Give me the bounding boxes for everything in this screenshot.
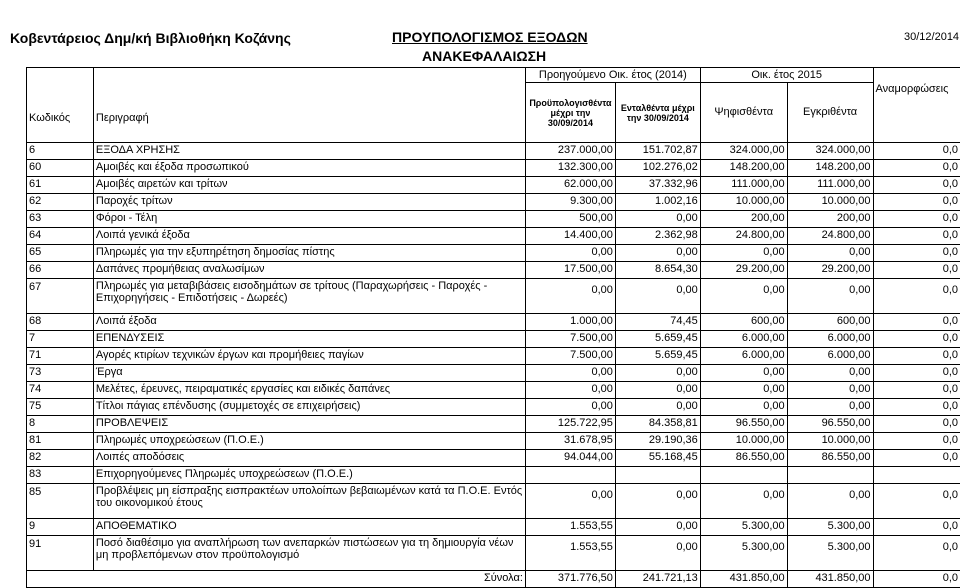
budgeted-value: 7.500,00: [525, 348, 615, 365]
table-row: [27, 143, 960, 160]
budgeted-value: 1.553,55: [525, 519, 615, 536]
col-header-approved: Εγκριθέντα: [787, 83, 873, 143]
report-subtitle: ΑΝΑΚΕΦΑΛΑΙΩΣΗ: [422, 48, 546, 64]
voted-value: 5.300,00: [700, 536, 787, 571]
row-code: 61: [27, 177, 94, 194]
approved-value: 5.300,00: [787, 519, 873, 536]
voted-value: [700, 467, 787, 484]
revised-value: [873, 467, 960, 484]
row-code: 68: [27, 314, 94, 331]
collected-value: [615, 467, 700, 484]
approved-value: 6.000,00: [787, 348, 873, 365]
voted-value: 6.000,00: [700, 348, 787, 365]
row-code: 60: [27, 160, 94, 177]
revised-value: 0,0: [873, 228, 960, 245]
collected-value: 0,00: [615, 245, 700, 262]
approved-value: 6.000,00: [787, 331, 873, 348]
total-voted-value: 431.850,00: [700, 571, 787, 588]
row-description: Αμοιβές και έξοδα προσωπικού: [93, 160, 525, 177]
row-description: ΕΞΟΔΑ ΧΡΗΣΗΣ: [93, 143, 525, 160]
table-row: [27, 519, 960, 536]
budgeted-value: 0,00: [525, 245, 615, 262]
total-revised-value: 0,0: [873, 571, 960, 588]
report-date: 30/12/2014: [904, 31, 959, 43]
revised-value: 0,0: [873, 245, 960, 262]
row-description: Λοιπές αποδόσεις: [93, 450, 525, 467]
row-description: Αμοιβές αιρετών και τρίτων: [93, 177, 525, 194]
row-code: 85: [27, 484, 94, 519]
collected-value: 8.654,30: [615, 262, 700, 279]
collected-value: 5.659,45: [615, 348, 700, 365]
table-row: [27, 365, 960, 382]
table-row: [27, 450, 960, 467]
revised-value: 0,0: [873, 519, 960, 536]
voted-value: 111.000,00: [700, 177, 787, 194]
approved-value: 0,00: [787, 484, 873, 519]
collected-value: 55.168,45: [615, 450, 700, 467]
row-code: 65: [27, 245, 94, 262]
row-description: Δαπάνες προμήθειας αναλωσίμων: [93, 262, 525, 279]
voted-value: 96.550,00: [700, 416, 787, 433]
col-header-collected: Ενταλθέντα μέχρι την 30/09/2014: [615, 83, 700, 143]
budgeted-value: 237.000,00: [525, 143, 615, 160]
col-header-description: Περιγραφή: [93, 68, 525, 143]
revised-value: 0,0: [873, 331, 960, 348]
table-row: [27, 433, 960, 450]
budget-table: [26, 67, 960, 588]
approved-value: 5.300,00: [787, 536, 873, 571]
table-row: [27, 536, 960, 571]
row-description: Παροχές τρίτων: [93, 194, 525, 211]
budgeted-value: 9.300,00: [525, 194, 615, 211]
revised-value: 0,0: [873, 314, 960, 331]
revised-value: 0,0: [873, 143, 960, 160]
collected-value: 84.358,81: [615, 416, 700, 433]
table-row: [27, 348, 960, 365]
revised-value: 0,0: [873, 536, 960, 571]
approved-value: 86.550,00: [787, 450, 873, 467]
approved-value: [787, 467, 873, 484]
row-code: 91: [27, 536, 94, 571]
organization-name: Κοβεντάρειος Δημ/κή Βιβλιοθήκη Κοζάνης: [10, 30, 291, 46]
table-row: [27, 228, 960, 245]
table-row: [27, 177, 960, 194]
budgeted-value: 125.722,95: [525, 416, 615, 433]
approved-value: 0,00: [787, 382, 873, 399]
row-code: 83: [27, 467, 94, 484]
collected-value: 0,00: [615, 279, 700, 314]
voted-value: 0,00: [700, 365, 787, 382]
budgeted-value: 94.044,00: [525, 450, 615, 467]
collected-value: 0,00: [615, 399, 700, 416]
row-description: Προβλέψεις μη είσπραξης εισπρακτέων υπολοίπων βεβαιωμένων κατά τα Π.Ο.Ε. Εντός του οικονομικού έτους: [93, 484, 525, 519]
budgeted-value: 0,00: [525, 382, 615, 399]
collected-value: 1.002,16: [615, 194, 700, 211]
voted-value: 148.200,00: [700, 160, 787, 177]
approved-value: 148.200,00: [787, 160, 873, 177]
approved-value: 96.550,00: [787, 416, 873, 433]
revised-value: 0,0: [873, 382, 960, 399]
budgeted-value: 0,00: [525, 484, 615, 519]
row-description: Αγορές κτιρίων τεχνικών έργων και προμήθειες παγίων: [93, 348, 525, 365]
row-code: 63: [27, 211, 94, 228]
col-header-budgeted: Προϋπολογισθέντα μέχρι την 30/09/2014: [525, 83, 615, 143]
approved-value: 24.800,00: [787, 228, 873, 245]
row-code: 64: [27, 228, 94, 245]
budgeted-value: [525, 467, 615, 484]
voted-value: 6.000,00: [700, 331, 787, 348]
row-code: 82: [27, 450, 94, 467]
row-code: 71: [27, 348, 94, 365]
voted-value: 0,00: [700, 245, 787, 262]
voted-value: 324.000,00: [700, 143, 787, 160]
row-code: 66: [27, 262, 94, 279]
table-row: [27, 399, 960, 416]
row-code: 6: [27, 143, 94, 160]
row-description: Μελέτες, έρευνες, πειραματικές εργασίες και ειδικές δαπάνες: [93, 382, 525, 399]
row-code: 67: [27, 279, 94, 314]
approved-value: 10.000,00: [787, 194, 873, 211]
table-row: [27, 484, 960, 519]
budgeted-value: 7.500,00: [525, 331, 615, 348]
voted-value: 24.800,00: [700, 228, 787, 245]
total-approved-value: 431.850,00: [787, 571, 873, 588]
row-code: 73: [27, 365, 94, 382]
voted-value: 0,00: [700, 382, 787, 399]
revised-value: 0,0: [873, 365, 960, 382]
row-description: Φόροι - Τέλη: [93, 211, 525, 228]
table-row: [27, 262, 960, 279]
approved-value: 324.000,00: [787, 143, 873, 160]
table-row: [27, 314, 960, 331]
revised-value: 0,0: [873, 450, 960, 467]
collected-value: 29.190,36: [615, 433, 700, 450]
row-code: 7: [27, 331, 94, 348]
budgeted-value: 0,00: [525, 399, 615, 416]
total-collected-value: 241.721,13: [615, 571, 700, 588]
revised-value: 0,0: [873, 211, 960, 228]
revised-value: 0,0: [873, 279, 960, 314]
voted-value: 86.550,00: [700, 450, 787, 467]
approved-value: 10.000,00: [787, 433, 873, 450]
table-row: [27, 331, 960, 348]
row-description: Πληρωμές για την εξυπηρέτηση δημοσίας πίστης: [93, 245, 525, 262]
approved-value: 111.000,00: [787, 177, 873, 194]
collected-value: 0,00: [615, 211, 700, 228]
revised-value: 0,0: [873, 399, 960, 416]
voted-value: 0,00: [700, 399, 787, 416]
row-code: 8: [27, 416, 94, 433]
row-description: Επιχορηγούμενες Πληρωμές υποχρεώσεων (Π.Ο.Ε.): [93, 467, 525, 484]
table-row: [27, 160, 960, 177]
budgeted-value: 31.678,95: [525, 433, 615, 450]
voted-value: 10.000,00: [700, 194, 787, 211]
budgeted-value: 1.553,55: [525, 536, 615, 571]
budgeted-value: 132.300,00: [525, 160, 615, 177]
collected-value: 74,45: [615, 314, 700, 331]
report-title: ΠΡΟΥΠΟΛΟΓΙΣΜΟΣ ΕΞΟΔΩΝ: [392, 29, 588, 45]
collected-value: 102.276,02: [615, 160, 700, 177]
col-header-previous-year: Προηγούμενο Οικ. έτος (2014): [525, 68, 700, 83]
table-row: [27, 416, 960, 433]
row-code: 75: [27, 399, 94, 416]
revised-value: 0,0: [873, 484, 960, 519]
approved-value: 200,00: [787, 211, 873, 228]
collected-value: 37.332,96: [615, 177, 700, 194]
table-row: [27, 279, 960, 314]
revised-value: 0,0: [873, 416, 960, 433]
revised-value: 0,0: [873, 433, 960, 450]
row-description: Έργα: [93, 365, 525, 382]
revised-value: 0,0: [873, 177, 960, 194]
revised-value: 0,0: [873, 262, 960, 279]
revised-value: 0,0: [873, 194, 960, 211]
approved-value: 29.200,00: [787, 262, 873, 279]
collected-value: 0,00: [615, 519, 700, 536]
voted-value: 10.000,00: [700, 433, 787, 450]
budgeted-value: 500,00: [525, 211, 615, 228]
col-header-year-2015: Οικ. έτος 2015: [700, 68, 873, 83]
collected-value: 151.702,87: [615, 143, 700, 160]
total-budgeted-value: 371.776,50: [525, 571, 615, 588]
row-description: Ποσό διαθέσιμο για αναπλήρωση των ανεπαρκών πιστώσεων για τη δημιουργία νέων μη προβλεπόμενων στον προϋπολογισμό: [93, 536, 525, 571]
row-description: ΕΠΕΝΔΥΣΕΙΣ: [93, 331, 525, 348]
table-row: [27, 245, 960, 262]
budgeted-value: 1.000,00: [525, 314, 615, 331]
table-row: [27, 211, 960, 228]
row-code: 9: [27, 519, 94, 536]
voted-value: 0,00: [700, 484, 787, 519]
approved-value: 600,00: [787, 314, 873, 331]
revised-value: 0,0: [873, 348, 960, 365]
budgeted-value: 62.000,00: [525, 177, 615, 194]
revised-value: 0,0: [873, 160, 960, 177]
row-description: Πληρωμές για μεταβιβάσεις εισοδημάτων σε τρίτους (Παραχωρήσεις - Παροχές - Επιχορηγήσεις - Επιδοτήσεις - Δωρεές): [93, 279, 525, 314]
collected-value: 0,00: [615, 536, 700, 571]
totals-label: Σύνολα:: [27, 571, 526, 588]
voted-value: 5.300,00: [700, 519, 787, 536]
budgeted-value: 0,00: [525, 279, 615, 314]
col-header-code: Κωδικός: [27, 68, 94, 143]
budgeted-value: 0,00: [525, 365, 615, 382]
collected-value: 0,00: [615, 382, 700, 399]
voted-value: 0,00: [700, 279, 787, 314]
approved-value: 0,00: [787, 365, 873, 382]
voted-value: 29.200,00: [700, 262, 787, 279]
collected-value: 0,00: [615, 484, 700, 519]
voted-value: 600,00: [700, 314, 787, 331]
row-description: Τίτλοι πάγιας επένδυσης (συμμετοχές σε επιχειρήσεις): [93, 399, 525, 416]
row-code: 81: [27, 433, 94, 450]
budgeted-value: 14.400,00: [525, 228, 615, 245]
collected-value: 5.659,45: [615, 331, 700, 348]
row-code: 62: [27, 194, 94, 211]
collected-value: 0,00: [615, 365, 700, 382]
row-description: Λοιπά έξοδα: [93, 314, 525, 331]
row-code: 74: [27, 382, 94, 399]
row-description: Λοιπά γενικά έξοδα: [93, 228, 525, 245]
approved-value: 0,00: [787, 399, 873, 416]
approved-value: 0,00: [787, 245, 873, 262]
voted-value: 200,00: [700, 211, 787, 228]
approved-value: 0,00: [787, 279, 873, 314]
table-row: [27, 467, 960, 484]
col-header-revisions: Αναμορφώσεις: [873, 68, 960, 143]
row-description: ΑΠΟΘΕΜΑΤΙΚΟ: [93, 519, 525, 536]
collected-value: 2.362,98: [615, 228, 700, 245]
totals-row: [27, 571, 960, 588]
row-description: Πληρωμές υποχρεώσεων (Π.Ο.Ε.): [93, 433, 525, 450]
table-row: [27, 194, 960, 211]
budgeted-value: 17.500,00: [525, 262, 615, 279]
row-description: ΠΡΟΒΛΕΨΕΙΣ: [93, 416, 525, 433]
col-header-voted: Ψηφισθέντα: [700, 83, 787, 143]
table-row: [27, 382, 960, 399]
